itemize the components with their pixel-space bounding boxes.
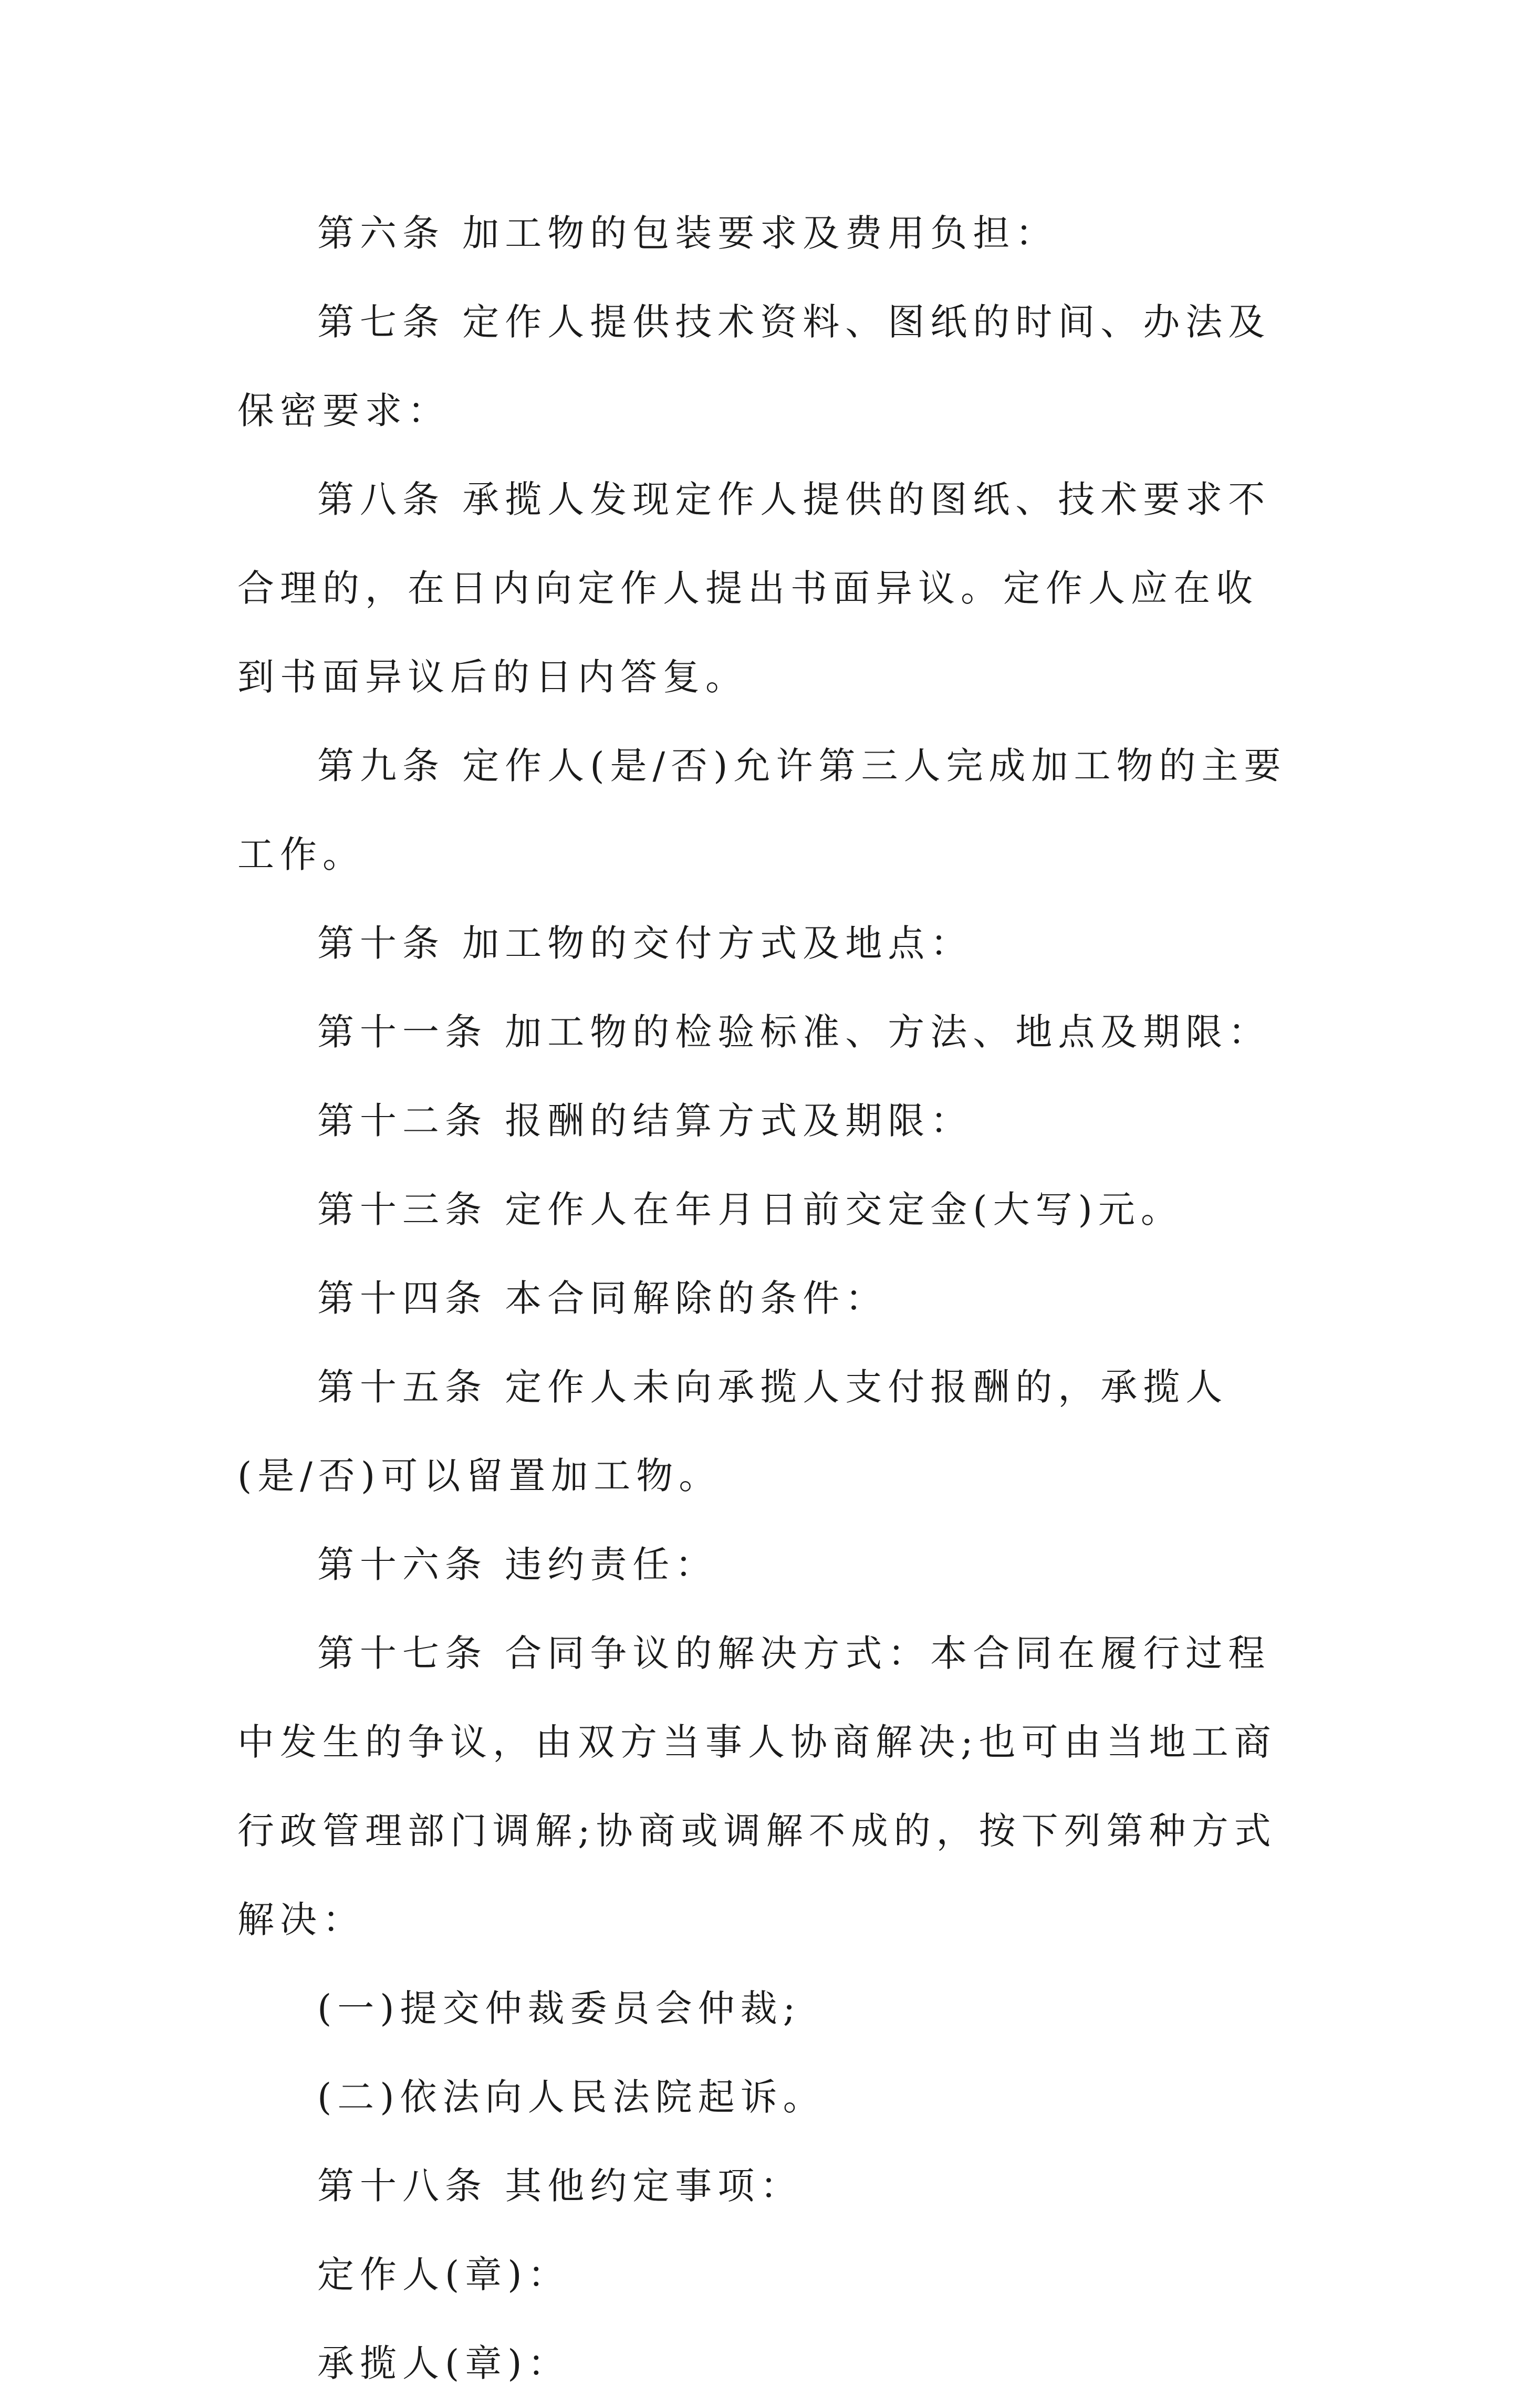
dispute-option-2: (二)依法向人民法院起诉。 [317,2076,826,2119]
article-7: 第七条 定作人提供技术资料、图纸的时间、办法及保密要求： [237,300,1271,432]
article-18: 第十八条 其他约定事项： [317,2164,803,2207]
dispute-option-1: (一)提交仲裁委员会仲裁; [317,1987,801,2030]
article-9: 第九条 定作人(是/否)允许第三人完成加工物的主要工作。 [237,744,1287,876]
article-8: 第八条 承揽人发现定作人提供的图纸、技术要求不合理的，在日内向定作人提出书面异议。定作人应在收到书面异议后的日内答复。 [237,478,1271,699]
contractor-signature-line: 承揽人(章)： [317,2342,570,2385]
article-17: 第十七条 合同争议的解决方式：本合同在履行过程中发生的争议，由双方当事人协商解决;也可由当地工商行政管理部门调解;协商或调解不成的，按下列第种方式解决： [237,1632,1277,1941]
article-13: 第十三条 定作人在年月日前交定金(大写)元。 [317,1188,1183,1231]
article-10: 第十条 加工物的交付方式及地点： [317,922,973,965]
article-15: 第十五条 定作人未向承揽人支付报酬的，承揽人(是/否)可以留置加工物。 [237,1365,1229,1497]
orderer-signature-line: 定作人(章)： [317,2253,570,2296]
article-14: 第十四条 本合同解除的条件： [317,1277,888,1320]
contract-body [237,189,1293,2408]
article-16: 第十六条 违约责任： [317,1543,718,1586]
article-11: 第十一条 加工物的检验标准、方法、地点及期限： [317,1010,1271,1054]
signature-block [237,2230,1293,2408]
article-12: 第十二条 报酬的结算方式及期限： [317,1099,973,1142]
article-6: 第六条 加工物的包装要求及费用负担： [317,212,1058,255]
